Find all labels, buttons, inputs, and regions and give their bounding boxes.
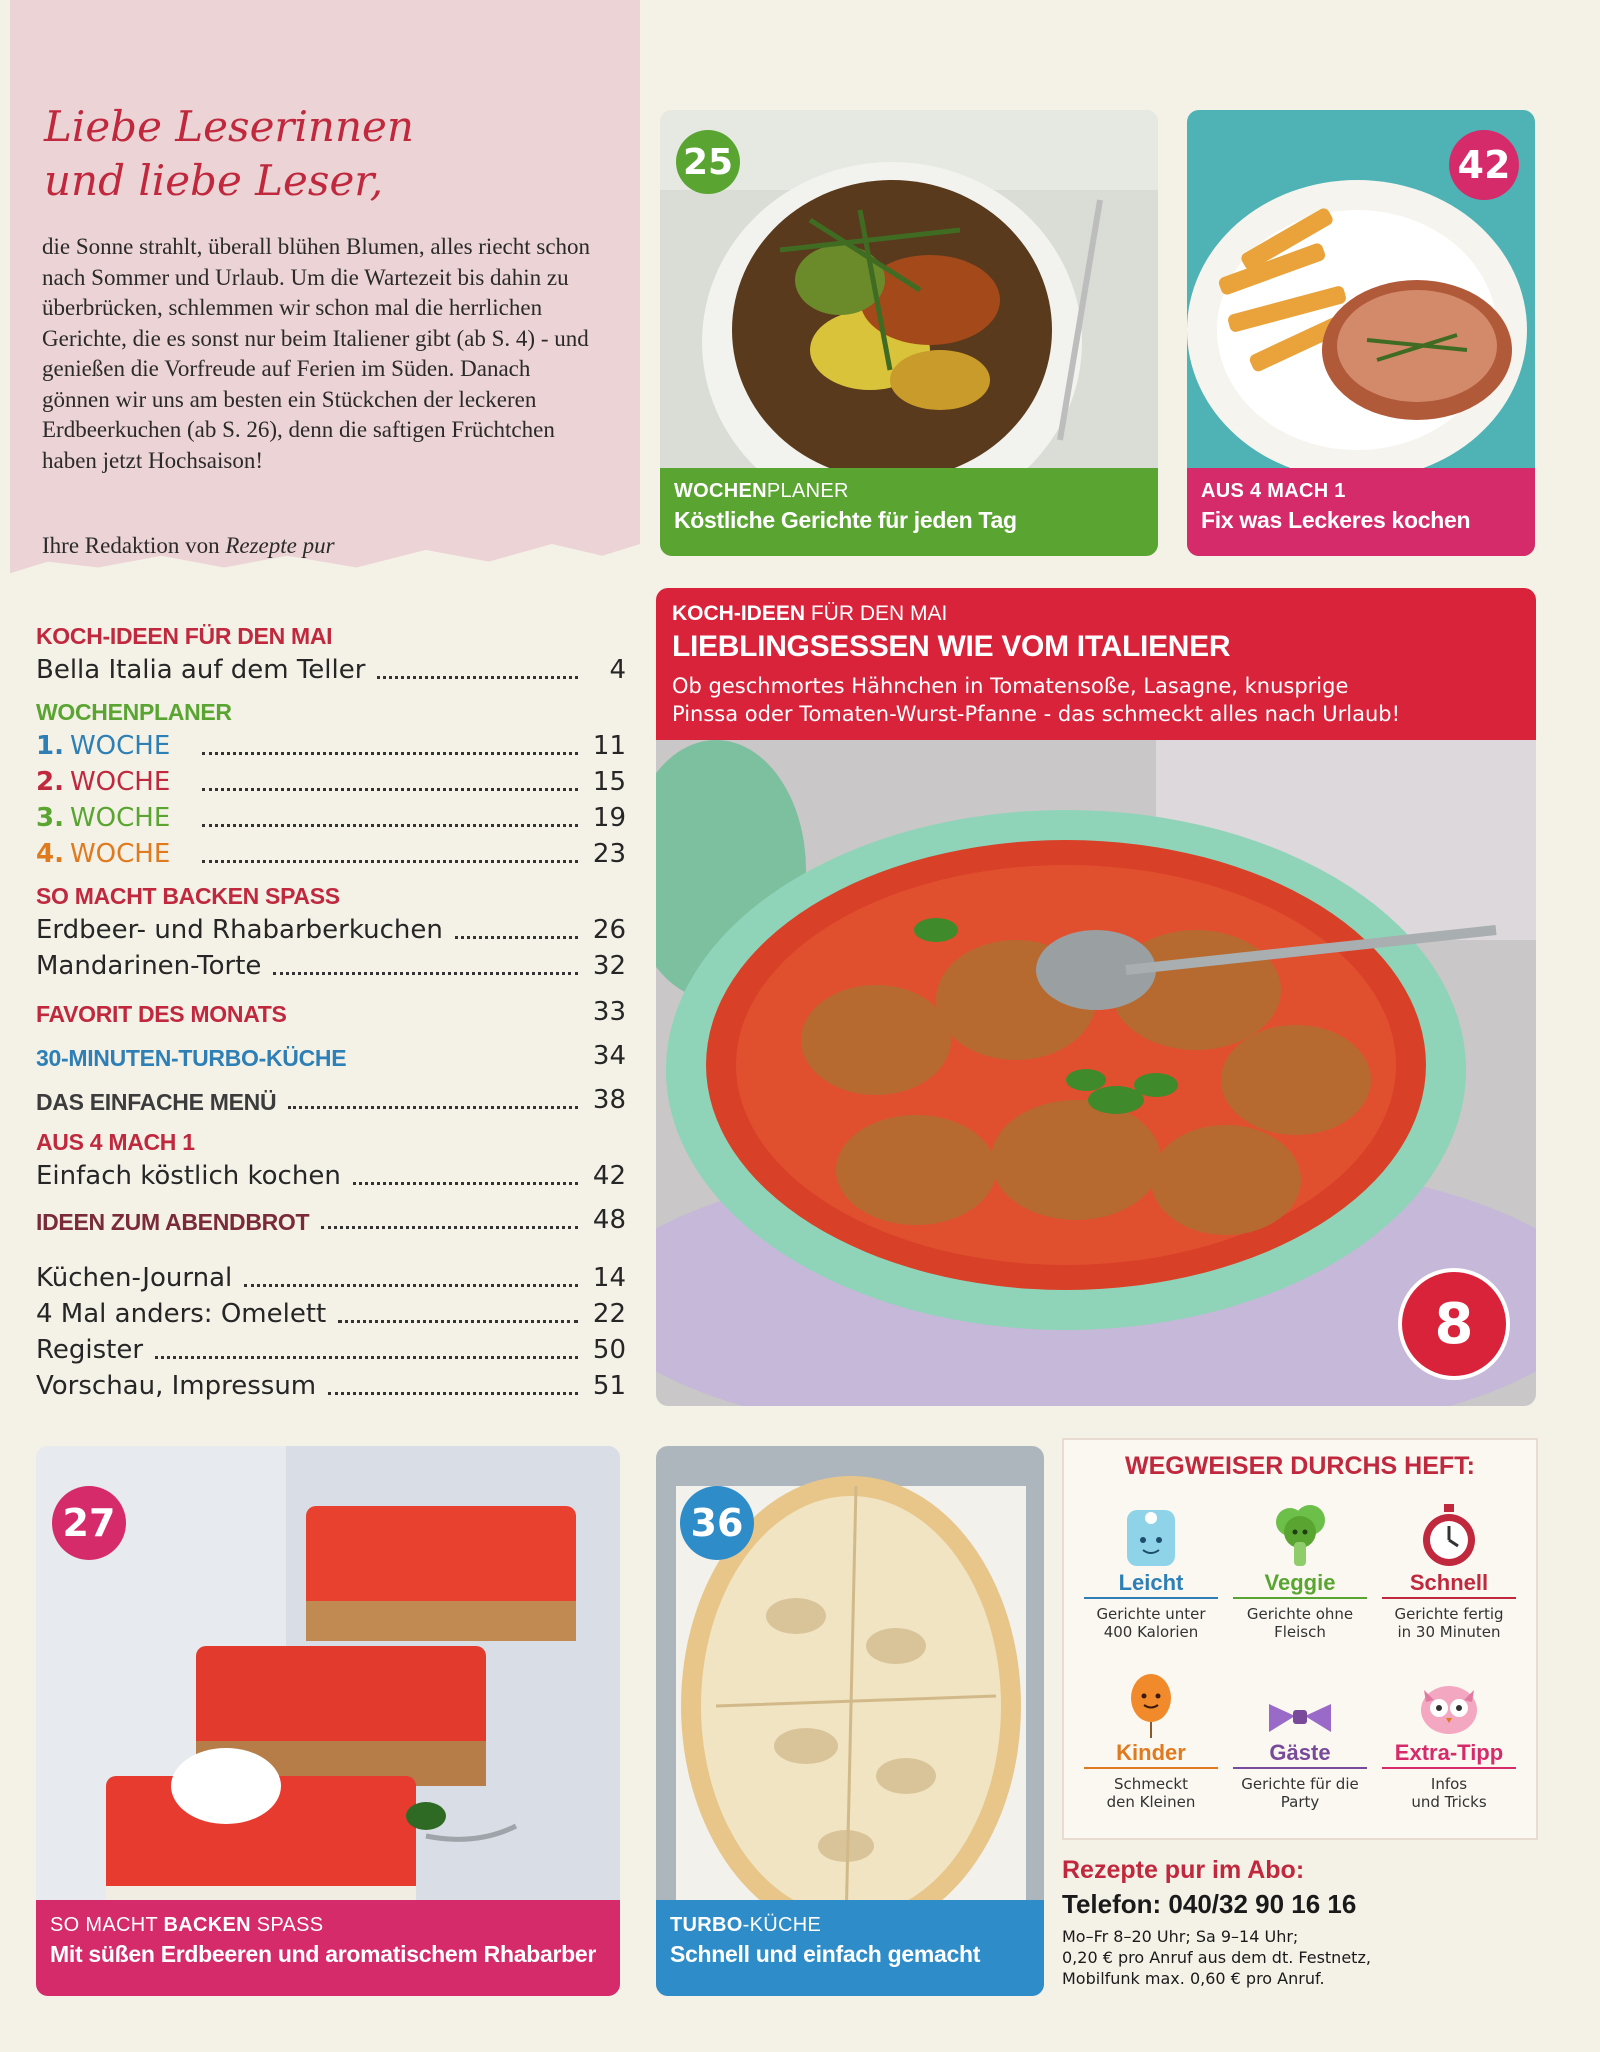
legend-desc xyxy=(1233,1775,1367,1811)
legend-item-veggie xyxy=(1233,1498,1367,1641)
legend-label: Leicht xyxy=(1084,1570,1218,1599)
abo-cost-landline: 0,20 € pro Anruf aus dem dt. Festnetz, xyxy=(1062,1948,1371,1967)
toc-section-backen: SO MACHT BACKEN SPASS xyxy=(36,883,340,909)
card-caption xyxy=(656,1900,1044,1996)
kicker-pre: SO MACHT xyxy=(50,1914,158,1936)
page-badge: 42 xyxy=(1449,130,1519,200)
toc-entry-week-1[interactable] xyxy=(36,728,626,764)
dot-leader xyxy=(353,1181,578,1185)
caption-kicker-bold: AUS 4 MACH 1 xyxy=(1201,480,1346,502)
letter-signature xyxy=(42,533,602,559)
week-number: 4. xyxy=(36,839,64,869)
page-badge: 8 xyxy=(1398,1268,1510,1380)
legend-desc xyxy=(1084,1775,1218,1811)
spacer xyxy=(358,1064,578,1065)
entry-label: Küchen-Journal xyxy=(36,1263,233,1293)
table-of-contents xyxy=(36,620,626,1404)
toc-section-koch-ideen: KOCH-IDEEN FÜR DEN MAI xyxy=(36,623,333,649)
main-header xyxy=(656,588,1536,740)
feature-card-backen[interactable] xyxy=(36,1446,620,1996)
dot-leader xyxy=(288,1105,578,1109)
desc-line: Schmeckt xyxy=(1114,1775,1188,1793)
dot-leader xyxy=(202,751,578,755)
subtitle-line-1: Ob geschmortes Hähnchen in Tomatensoße, Lasagne, knusprige xyxy=(672,674,1349,698)
desc-line: Gerichte ohne xyxy=(1246,1605,1354,1623)
kicker-bold: KOCH-IDEEN xyxy=(672,602,806,625)
entry-label: Mandarinen-Torte xyxy=(36,951,262,981)
entry-label: 4 Mal anders: Omelett xyxy=(36,1299,327,1329)
card-caption xyxy=(1187,468,1535,556)
caption-title: Mit süßen Erdbeeren und aromatischem Rhabarber xyxy=(50,1941,596,1967)
kicker-rest: -KÜCHE xyxy=(742,1914,822,1936)
legend-item-gaeste xyxy=(1233,1668,1367,1811)
entry-label: Erdbeer- und Rhabarberkuchen xyxy=(36,915,443,945)
dot-leader xyxy=(244,1283,578,1287)
greeting-line-2: und liebe Leser, xyxy=(44,156,384,205)
legend-item-extra-tipp xyxy=(1382,1668,1516,1811)
balloon-icon xyxy=(1084,1668,1218,1738)
abo-cost-mobile: Mobilfunk max. 0,60 € pro Anruf. xyxy=(1062,1969,1325,1988)
entry-label: WOCHE xyxy=(69,767,171,797)
caption-title: Fix was Leckeres kochen xyxy=(1201,507,1471,533)
entry-label: Register xyxy=(36,1335,144,1365)
toc-extra-entry[interactable] xyxy=(36,1260,626,1296)
legend-title: WEGWEISER DURCHS HEFT: xyxy=(1125,1452,1475,1480)
owl-icon xyxy=(1382,1668,1516,1738)
dot-leader xyxy=(273,971,578,975)
legend-desc xyxy=(1382,1605,1516,1641)
entry-page: 22 xyxy=(592,1299,626,1329)
entry-label: WOCHE xyxy=(69,731,171,761)
abo-heading: Rezepte pur im Abo: xyxy=(1062,1856,1305,1884)
entry-label: Einfach köstlich kochen xyxy=(36,1161,341,1191)
entry-label: 30-MINUTEN-TURBO-KÜCHE xyxy=(36,1045,347,1071)
toc-section-einfache-menue[interactable] xyxy=(36,1080,626,1118)
dot-leader xyxy=(202,859,578,863)
desc-line: 400 Kalorien xyxy=(1103,1623,1199,1641)
dot-leader xyxy=(338,1319,578,1323)
desc-line: Gerichte fertig xyxy=(1394,1605,1504,1623)
page-badge: 27 xyxy=(52,1486,126,1560)
entry-page: 11 xyxy=(592,731,626,761)
entry-page: 4 xyxy=(609,655,626,685)
toc-extra-entry[interactable] xyxy=(36,1368,626,1404)
legend-box xyxy=(1062,1438,1538,1840)
kicker-bold: TURBO xyxy=(670,1914,743,1936)
entry-page: 33 xyxy=(592,997,626,1027)
desc-line: Fleisch xyxy=(1274,1623,1326,1641)
toc-section-turbo-kueche[interactable] xyxy=(36,1036,626,1074)
broccoli-icon xyxy=(1233,1498,1367,1568)
letter-body: die Sonne strahlt, überall blühen Blumen, alles riecht schon nach Sommer und Urlaub. Um die Wartezeit bis dahin zu überbrücken, schlemmen wir schon mal die herrlichen Gerichte, die es sonst nur beim Italiener gibt (ab S. 4) - und genießen die Vorfreude auf Ferien im Süden. Danach gönnen wir uns am besten ein Stückchen der leckeren Erdbeerkuchen (ab S. 26), denn die saftigen Früchtchen haben jetzt Hochsaison! xyxy=(42,234,591,473)
toc-entry[interactable] xyxy=(36,652,626,688)
bowtie-icon xyxy=(1233,1668,1367,1738)
spacer xyxy=(299,1020,578,1021)
toc-entry-week-3[interactable] xyxy=(36,800,626,836)
entry-page: 14 xyxy=(592,1263,626,1293)
toc-section-wochenplaner: WOCHENPLANER xyxy=(36,699,232,725)
entry-label: WOCHE xyxy=(69,839,171,869)
toc-section-aus-4-mach-1: AUS 4 MACH 1 xyxy=(36,1129,195,1155)
week-number: 1. xyxy=(36,731,64,761)
card-caption xyxy=(660,468,1158,556)
abo-phone[interactable]: Telefon: 040/32 90 16 16 xyxy=(1062,1889,1357,1919)
dot-leader xyxy=(202,823,578,827)
abo-details xyxy=(1062,1926,1562,1989)
legend-label: Schnell xyxy=(1382,1570,1516,1599)
legend-label: Extra-Tipp xyxy=(1382,1740,1516,1769)
entry-page: 48 xyxy=(592,1205,626,1235)
abo-hours: Mo–Fr 8–20 Uhr; Sa 9–14 Uhr; xyxy=(1062,1927,1299,1946)
kicker-rest: SPASS xyxy=(256,1914,324,1936)
dot-leader xyxy=(202,787,578,791)
kicker-bold: BACKEN xyxy=(163,1914,251,1936)
desc-line: und Tricks xyxy=(1411,1793,1487,1811)
dot-leader xyxy=(328,1391,578,1395)
toc-entry[interactable] xyxy=(36,912,626,948)
legend-item-kinder xyxy=(1084,1668,1218,1811)
stopwatch-icon xyxy=(1382,1498,1516,1568)
main-kicker xyxy=(672,602,1520,626)
entry-label: WOCHE xyxy=(69,803,171,833)
entry-page: 15 xyxy=(592,767,626,797)
desc-line: den Kleinen xyxy=(1106,1793,1196,1811)
card-caption xyxy=(36,1900,620,1996)
week-number: 2. xyxy=(36,767,64,797)
toc-section-abendbrot[interactable] xyxy=(36,1200,626,1238)
feature-card-wochenplaner[interactable] xyxy=(660,110,1158,556)
entry-page: 26 xyxy=(592,915,626,945)
toc-entry-week-4[interactable] xyxy=(36,836,626,872)
caption-kicker-bold: WOCHEN xyxy=(674,480,767,502)
letter-greeting xyxy=(44,100,604,208)
legend-desc xyxy=(1084,1605,1218,1641)
legend-desc xyxy=(1382,1775,1516,1811)
entry-page: 38 xyxy=(592,1085,626,1115)
entry-label: IDEEN ZUM ABENDBROT xyxy=(36,1209,310,1235)
entry-page: 32 xyxy=(592,951,626,981)
entry-page: 42 xyxy=(592,1161,626,1191)
entry-label: Bella Italia auf dem Teller xyxy=(36,655,366,685)
dot-leader xyxy=(155,1355,578,1359)
entry-page: 23 xyxy=(592,839,626,869)
feature-card-turbo-kueche[interactable] xyxy=(656,1446,1044,1996)
main-title: LIEBLINGSESSEN WIE VOM ITALIENER xyxy=(672,630,1231,663)
entry-page: 19 xyxy=(592,803,626,833)
caption-title: Köstliche Gerichte für jeden Tag xyxy=(674,507,1017,533)
dot-leader xyxy=(455,935,578,939)
legend-item-schnell xyxy=(1382,1498,1516,1641)
legend-desc xyxy=(1233,1605,1367,1641)
entry-page: 51 xyxy=(592,1371,626,1401)
desc-line: Party xyxy=(1280,1793,1320,1811)
scale-icon xyxy=(1084,1498,1218,1568)
dot-leader xyxy=(321,1225,578,1229)
toc-extra-entry[interactable] xyxy=(36,1332,626,1368)
subscription-info xyxy=(1062,1856,1562,1989)
dot-leader xyxy=(377,675,578,679)
desc-line: Infos xyxy=(1430,1775,1468,1793)
kicker-rest: FÜR DEN MAI xyxy=(810,602,948,625)
page-badge: 25 xyxy=(676,130,740,194)
entry-label: Vorschau, Impressum xyxy=(36,1371,317,1401)
entry-label: FAVORIT DES MONATS xyxy=(36,1001,287,1027)
desc-line: Gerichte unter xyxy=(1096,1605,1206,1623)
main-subtitle xyxy=(672,672,1520,728)
toc-entry-week-2[interactable] xyxy=(36,764,626,800)
entry-label: DAS EINFACHE MENÜ xyxy=(36,1089,277,1115)
magazine-name: Rezepte pur xyxy=(225,533,335,558)
feature-card-main-italiener[interactable] xyxy=(656,588,1536,1406)
legend-label: Gäste xyxy=(1233,1740,1367,1769)
desc-line: Gerichte für die xyxy=(1241,1775,1359,1793)
toc-entry[interactable] xyxy=(36,948,626,984)
greeting-line-1: Liebe Leserinnen xyxy=(44,102,414,151)
page-badge: 36 xyxy=(680,1486,754,1560)
week-number: 3. xyxy=(36,803,64,833)
legend-item-leicht xyxy=(1084,1498,1218,1641)
legend-label: Veggie xyxy=(1233,1570,1367,1599)
toc-section-favorit[interactable] xyxy=(36,992,626,1030)
toc-entry[interactable] xyxy=(36,1158,626,1194)
feature-card-aus-4-mach-1[interactable] xyxy=(1187,110,1535,556)
desc-line: in 30 Minuten xyxy=(1397,1623,1501,1641)
entry-page: 34 xyxy=(592,1041,626,1071)
toc-extra-entry[interactable] xyxy=(36,1296,626,1332)
signature-prefix: Ihre Redaktion von xyxy=(42,533,220,558)
legend-label: Kinder xyxy=(1084,1740,1218,1769)
caption-kicker: PLANER xyxy=(766,480,849,502)
entry-page: 50 xyxy=(592,1335,626,1365)
subtitle-line-2: Pinssa oder Tomaten-Wurst-Pfanne - das schmeckt alles nach Urlaub! xyxy=(672,702,1401,726)
caption-title: Schnell und einfach gemacht xyxy=(670,1941,981,1967)
